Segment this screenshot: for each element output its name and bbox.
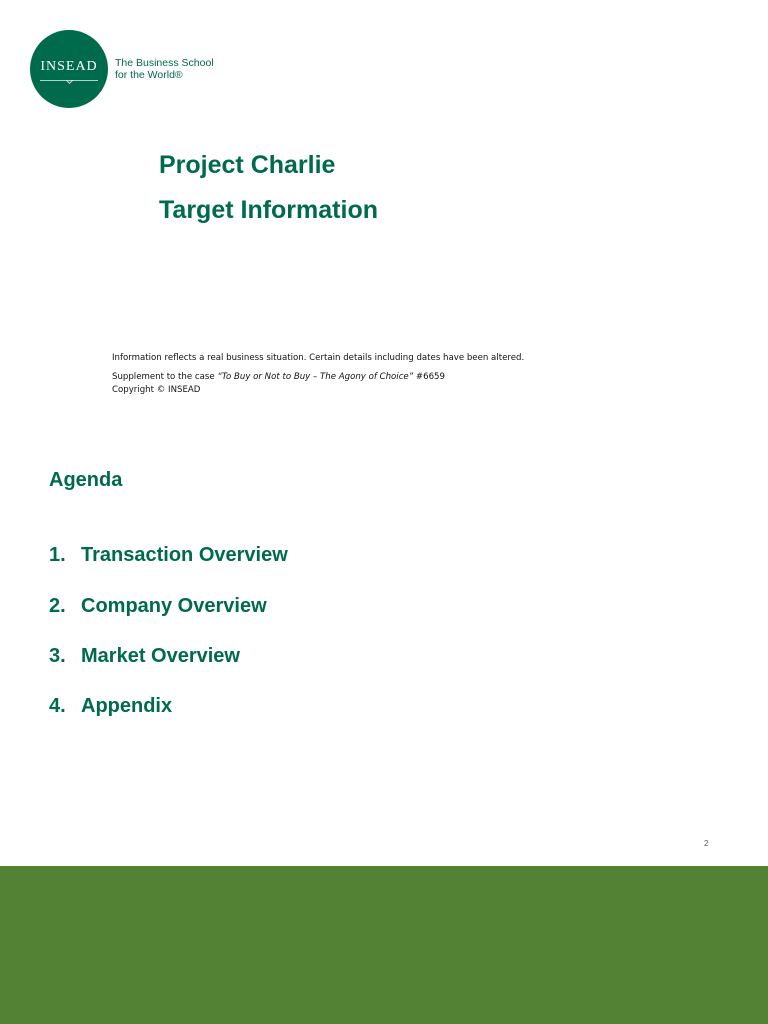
- agenda-item-number: 4.: [49, 695, 66, 717]
- case-title: “To Buy or Not to Buy – The Agony of Choice”: [217, 372, 414, 382]
- agenda-item-transaction-overview: [49, 542, 288, 568]
- agenda-item-label: Company Overview: [81, 595, 267, 617]
- case-number: #6659: [413, 372, 445, 382]
- supplement-prefix: Supplement to the case: [112, 372, 218, 382]
- agenda-item-appendix: [49, 693, 172, 719]
- copyright-text: Copyright © INSEAD: [112, 385, 201, 395]
- brand-tagline: [115, 58, 214, 81]
- supplement-line: [112, 371, 524, 384]
- agenda-item-number: 3.: [49, 645, 66, 667]
- disclaimer-text: Information reflects a real business situation. Certain details including dates have been altered.: [112, 353, 525, 363]
- agenda-item-number: 2.: [49, 595, 66, 617]
- agenda-item-label: Appendix: [81, 695, 173, 717]
- footer-band: [0, 866, 768, 1024]
- agenda-heading: Agenda: [49, 469, 123, 491]
- case-notes: [112, 352, 524, 397]
- insead-logo: [30, 30, 108, 108]
- tagline-line-1: The Business School: [115, 57, 214, 69]
- title-project: Project Charlie: [159, 151, 336, 179]
- agenda-item-number: 1.: [49, 544, 66, 566]
- page-number: 2: [704, 839, 709, 848]
- agenda-item-label: Transaction Overview: [81, 544, 288, 566]
- tagline-line-2: for the World®: [115, 68, 183, 81]
- agenda-item-market-overview: [49, 643, 240, 669]
- agenda-item-label: Market Overview: [81, 645, 240, 667]
- logo-text: INSEAD: [40, 59, 98, 74]
- agenda-item-company-overview: [49, 593, 267, 619]
- title-subtitle: Target Information: [159, 196, 378, 224]
- logo-chevron-icon: [66, 77, 73, 84]
